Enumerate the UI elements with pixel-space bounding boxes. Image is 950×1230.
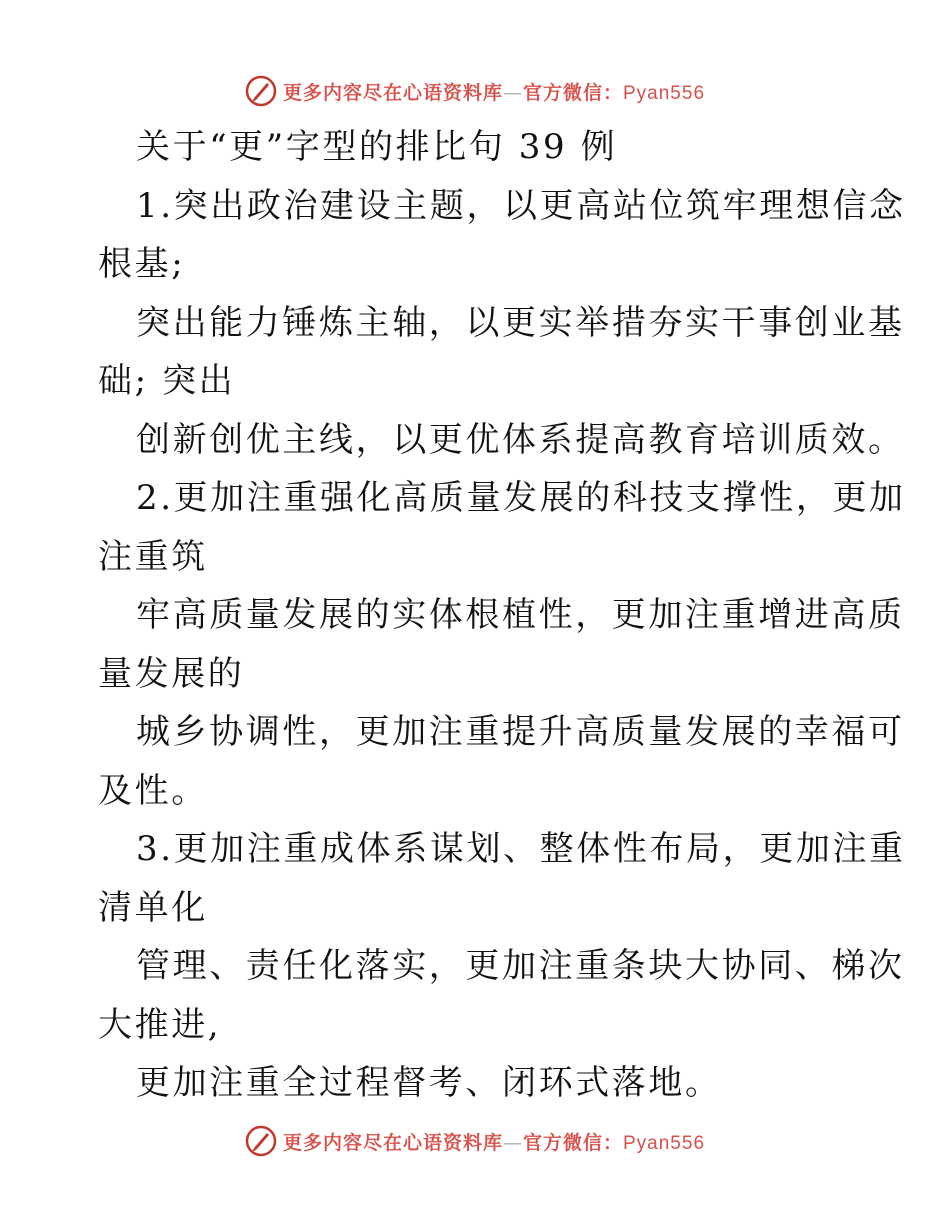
document-title: 关于“更”字型的排比句 39 例 [136, 127, 618, 167]
text-line: 础; 突出 [98, 361, 236, 401]
feather-pen-logo-icon [245, 75, 277, 107]
text-line: 突出能力锤炼主轴，以更实举措夯实干事创业基 [136, 302, 905, 343]
watermark-text: 更多内容尽在心语资料库 [282, 81, 503, 104]
watermark-suffix: 官方微信： [522, 1131, 623, 1154]
text-line: 量发展的 [98, 653, 245, 694]
watermark-id: Pyan556 [623, 1132, 706, 1154]
text-line: 及性。 [98, 770, 208, 811]
watermark-suffix: 官方微信： [522, 81, 623, 104]
text-line: 注重筑 [98, 536, 208, 577]
text-line: 1.突出政治建设主题，以更高站位筑牢理想信念 [136, 185, 906, 226]
text-line: 管理、责任化落实，更加注重条块大协同、梯次 [136, 946, 905, 986]
text-line: 3.更加注重成体系谋划、整体性布局，更加注重 [136, 829, 906, 869]
watermark-separator: — [502, 81, 523, 104]
footer-watermark [0, 1121, 950, 1161]
text-line: 创新创优主线，以更优体系提高教育培训质效。 [136, 419, 905, 460]
feather-pen-logo-icon [245, 1125, 277, 1157]
text-line: 清单化 [98, 887, 208, 928]
text-line: 更加注重全过程督考、闭环式落地。 [136, 1063, 722, 1103]
text-line: 大推进, [98, 1004, 222, 1045]
text-line: 牢高质量发展的实体根植性，更加注重增进高质 [136, 595, 905, 635]
text-line: 2.更加注重强化高质量发展的科技支撑性，更加 [136, 478, 906, 518]
text-line: 根基; [98, 244, 186, 284]
text-line: 城乡协调性，更加注重提升高质量发展的幸福可 [136, 712, 905, 752]
document-body [98, 118, 906, 1113]
watermark-text: 更多内容尽在心语资料库 [282, 1131, 503, 1154]
header-watermark [0, 71, 950, 111]
watermark-id: Pyan556 [623, 82, 706, 104]
watermark-separator: — [502, 1131, 523, 1154]
